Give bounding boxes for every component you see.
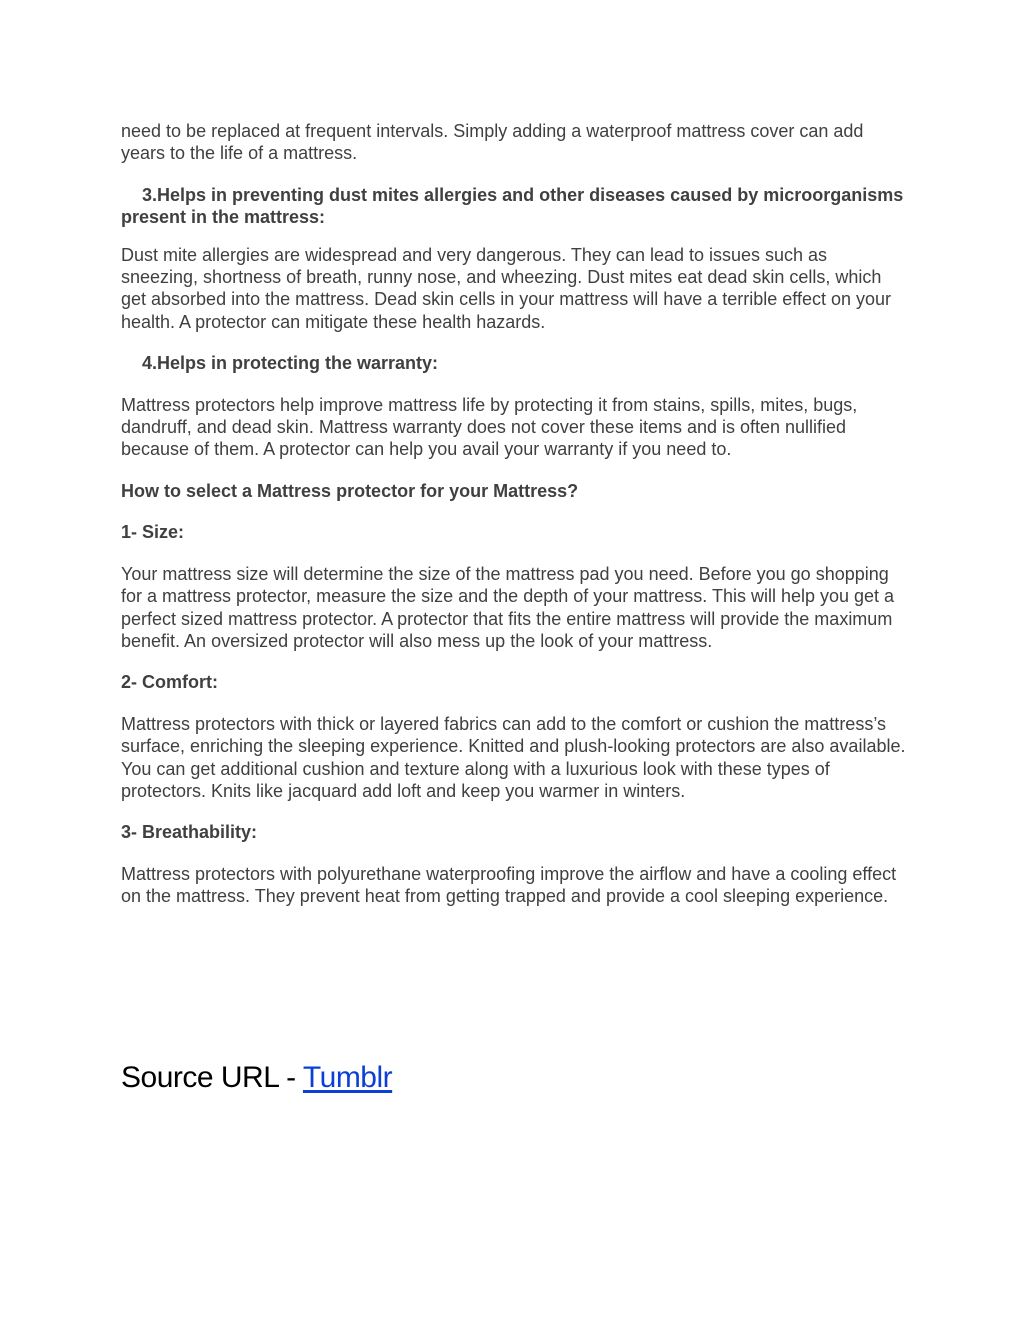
warranty-paragraph: Mattress protectors help improve mattress life by protecting it from stains, spills, mites, bugs, dandruff, and dead skin. Mattress warranty does not cover these items and is often nullified because of them. A protector can help you avail your warranty if you need to. xyxy=(121,394,858,460)
intro-paragraph: need to be replaced at frequent intervals. Simply adding a waterproof mattress cover can add years to the life of a mattress. xyxy=(121,121,864,164)
document-body xyxy=(121,120,906,927)
heading-comfort: 2- Comfort: xyxy=(121,672,218,693)
dust-mites-paragraph: Dust mite allergies are widespread and very dangerous. They can lead to issues such as sneezing, shortness of breath, runny nose, and wheezing. Dust mites eat dead skin cells, which get absorbed into the mattress. Dead skin cells in your mattress will have a terrible effect on your health. A protector can mitigate these health hazards. xyxy=(121,244,892,332)
comfort-paragraph: Mattress protectors with thick or layered fabrics can add to the comfort or cushion the mattress’s surface, enriching the sleeping experience. Knitted and plush-looking protectors are also available. You can get additional cushion and texture along with a luxurious look with these types of protectors. Knits like jacquard add loft and keep you warmer in winters. xyxy=(121,713,906,801)
breathability-paragraph: Mattress protectors with polyurethane waterproofing improve the airflow and have a cooling effect on the mattress. They prevent heat from getting trapped and provide a cool sleeping experience. xyxy=(121,863,897,907)
heading-breathability: 3- Breathability: xyxy=(121,822,258,843)
source-url-label: Source URL - xyxy=(121,1061,303,1094)
source-url-line xyxy=(121,1058,392,1098)
heading-how-to-select: How to select a Mattress protector for your Mattress? xyxy=(121,480,579,501)
tumblr-link[interactable]: Tumblr xyxy=(302,1061,393,1094)
size-paragraph: Your mattress size will determine the size of the mattress pad you need. Before you go shopping for a mattress protector, measure the size and the depth of your mattress. This will help you get a perfect sized mattress protector. A protector that fits the entire mattress will provide the maximum benefit. An oversized protector will also mess up the look of your mattress. xyxy=(121,563,895,651)
heading-warranty: 4.Helps in protecting the warranty: xyxy=(142,353,439,374)
heading-dust-mites: 3.Helps in preventing dust mites allergies and other diseases caused by microorganisms present in the mattress: xyxy=(121,184,904,228)
heading-size: 1- Size: xyxy=(121,522,185,543)
